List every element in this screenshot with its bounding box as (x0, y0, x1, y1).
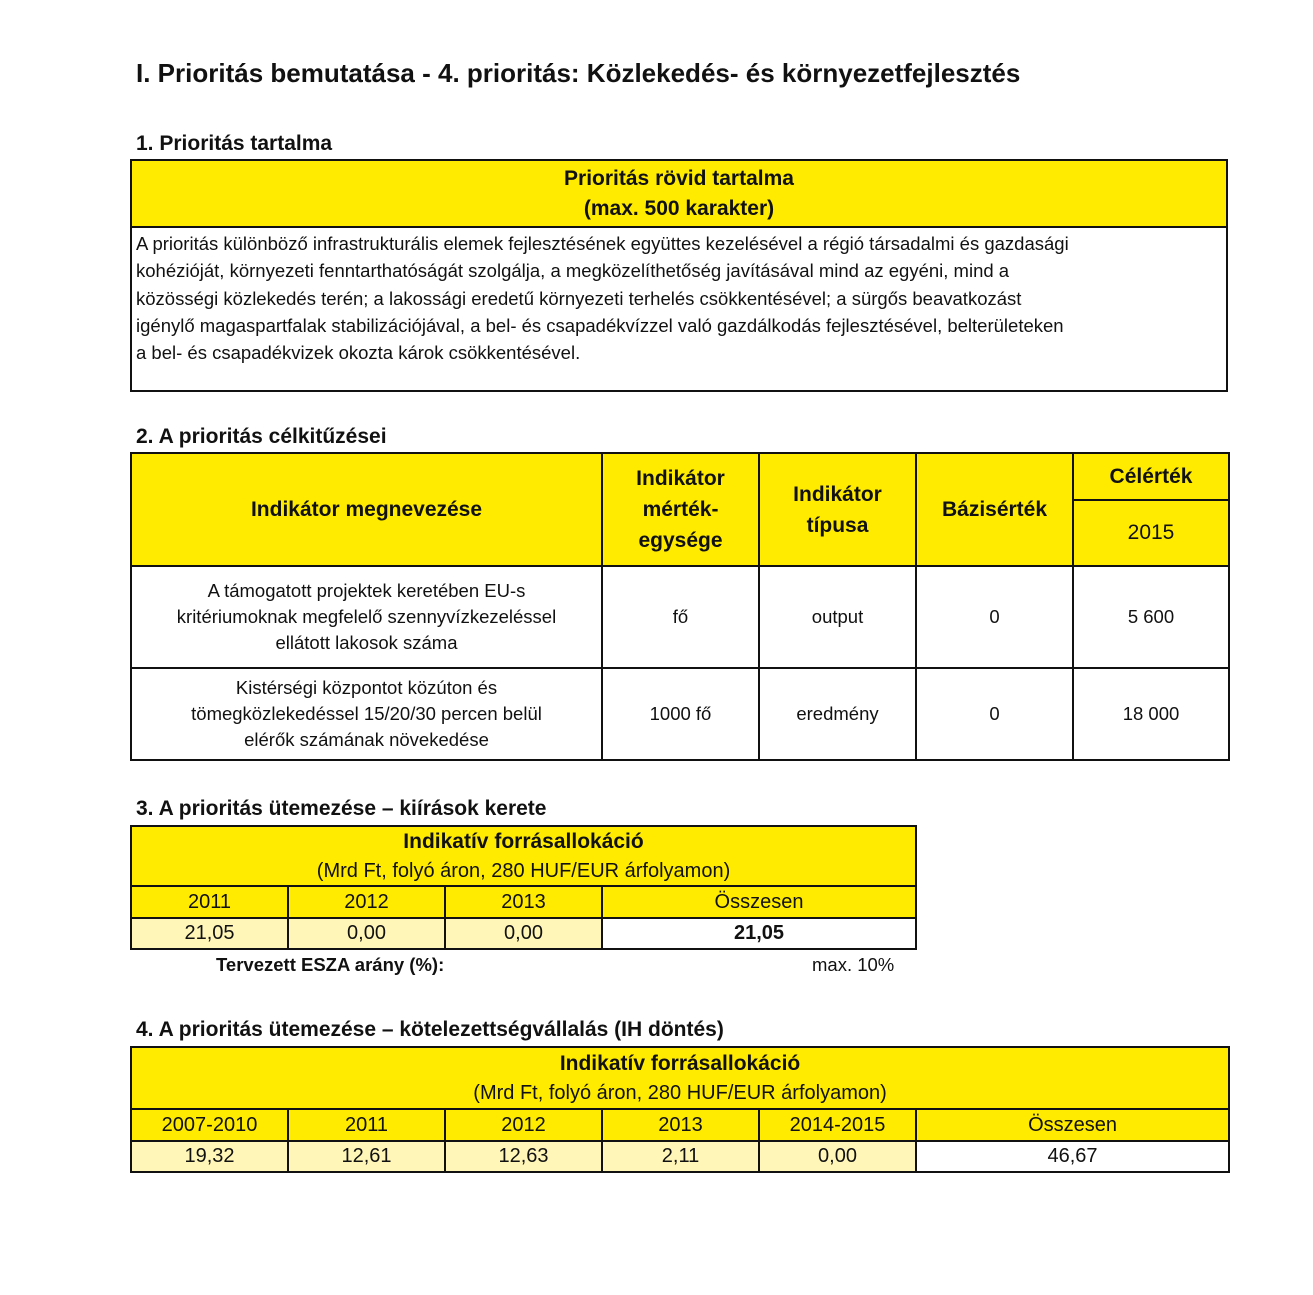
indicator-type-cell: output (759, 566, 916, 668)
year-header: 2014-2015 (759, 1109, 916, 1141)
header-indicator-unit (602, 453, 759, 566)
text-line: a bel- és csapadékvizek okozta károk csökkentésével. (136, 342, 581, 364)
priority-content-table (130, 159, 1228, 392)
allocation-total: 21,05 (602, 918, 916, 949)
call-schedule-table (130, 825, 917, 950)
header-line: (max. 500 karakter) (583, 196, 775, 220)
header-target-year: 2015 (1073, 500, 1229, 566)
section1-title: 1. Prioritás tartalma (136, 132, 333, 155)
allocation-total: 46,67 (916, 1141, 1229, 1172)
indicator-base-cell: 0 (916, 668, 1073, 760)
section3-title: 3. A prioritás ütemezése – kiírások kerete (136, 797, 547, 820)
header-line: Indikátor (793, 482, 882, 506)
indicator-name-cell (131, 668, 602, 760)
header-line: egysége (638, 529, 723, 552)
priority-content-text (131, 227, 1227, 391)
esza-ratio-label: Tervezett ESZA arány (%): (216, 954, 445, 975)
header-line: Indikátor (636, 467, 725, 490)
year-header: 2012 (445, 1109, 602, 1141)
allocation-value: 0,00 (445, 918, 602, 949)
objectives-table (130, 452, 1230, 761)
indicator-unit-cell: 1000 fő (602, 668, 759, 760)
esza-ratio-value: max. 10% (812, 954, 895, 975)
indicator-name-cell (131, 566, 602, 668)
allocation-value: 0,00 (288, 918, 445, 949)
text-line: kritériumoknak megfelelő szennyvízkezeléssel (176, 606, 557, 627)
header-line: Prioritás rövid tartalma (564, 166, 794, 190)
text-line: közösségi közlekedés terén; a lakossági eredetű környezeti terhelés csökkentésével; a sürgős beavatkozást (136, 287, 1022, 309)
text-line: tömegközlekedéssel 15/20/30 percen belül (191, 703, 542, 724)
text-line: ellátott lakosok száma (275, 632, 458, 653)
header-line: (Mrd Ft, folyó áron, 280 HUF/EUR árfolyamon) (473, 1082, 887, 1104)
year-header: 2012 (288, 886, 445, 918)
year-header: 2013 (602, 1109, 759, 1141)
text-line: kohézióját, környezeti fenntarthatóságát szolgálja, a megközelíthetőség javításával mind az egyéni, mind a (136, 260, 1010, 282)
allocation-value: 2,11 (602, 1141, 759, 1172)
header-indicator-name: Indikátor megnevezése (131, 453, 602, 566)
text-line: igénylő magaspartfalak stabilizációjával, a bel- és csapadékvízzel való gazdálkodás fejlesztésével, belterületeken (136, 314, 1064, 336)
text-line: A prioritás különböző infrastrukturális elemek fejlesztésének együttes kezelésével a régió társadalmi és gazdasági (136, 233, 1069, 254)
allocation-value: 0,00 (759, 1141, 916, 1172)
header-line: típusa (806, 513, 869, 537)
year-header: 2007-2010 (131, 1109, 288, 1141)
year-header: 2011 (288, 1109, 445, 1141)
indicator-target-cell: 18 000 (1073, 668, 1229, 760)
section2-title: 2. A prioritás célkitűzései (136, 425, 387, 448)
header-base-value: Bázisérték (916, 453, 1073, 566)
allocation-value: 12,61 (288, 1141, 445, 1172)
commitment-schedule-table (130, 1046, 1230, 1173)
indicator-type-cell: eredmény (759, 668, 916, 760)
indicator-target-cell: 5 600 (1073, 566, 1229, 668)
page-title: I. Prioritás bemutatása - 4. prioritás: Közlekedés- és környezetfejlesztés (136, 58, 1021, 88)
year-header: 2011 (131, 886, 288, 918)
header-line: Indikatív forrásallokáció (403, 830, 644, 853)
header-line: (Mrd Ft, folyó áron, 280 HUF/EUR árfolyamon) (316, 860, 731, 882)
section4-title: 4. A prioritás ütemezése – kötelezettségvállalás (IH döntés) (136, 1018, 724, 1041)
priority-content-header (131, 160, 1227, 227)
indicator-base-cell: 0 (916, 566, 1073, 668)
allocation-value: 19,32 (131, 1141, 288, 1172)
indicator-unit-cell: fő (602, 566, 759, 668)
allocation-value: 21,05 (131, 918, 288, 949)
year-header: 2013 (445, 886, 602, 918)
total-header: Összesen (916, 1109, 1229, 1141)
allocation-header (131, 826, 916, 886)
text-line: A támogatott projektek keretében EU-s (207, 580, 526, 601)
header-line: Indikatív forrásallokáció (559, 1052, 801, 1075)
text-line: Kistérségi központot közúton és (235, 677, 498, 698)
total-header: Összesen (602, 886, 916, 918)
header-indicator-type (759, 453, 916, 566)
header-target-value: Célérték (1073, 453, 1229, 500)
text-line: elérők számának növekedése (244, 729, 489, 750)
allocation-header (131, 1047, 1229, 1109)
allocation-value: 12,63 (445, 1141, 602, 1172)
header-line: mérték- (642, 498, 719, 521)
